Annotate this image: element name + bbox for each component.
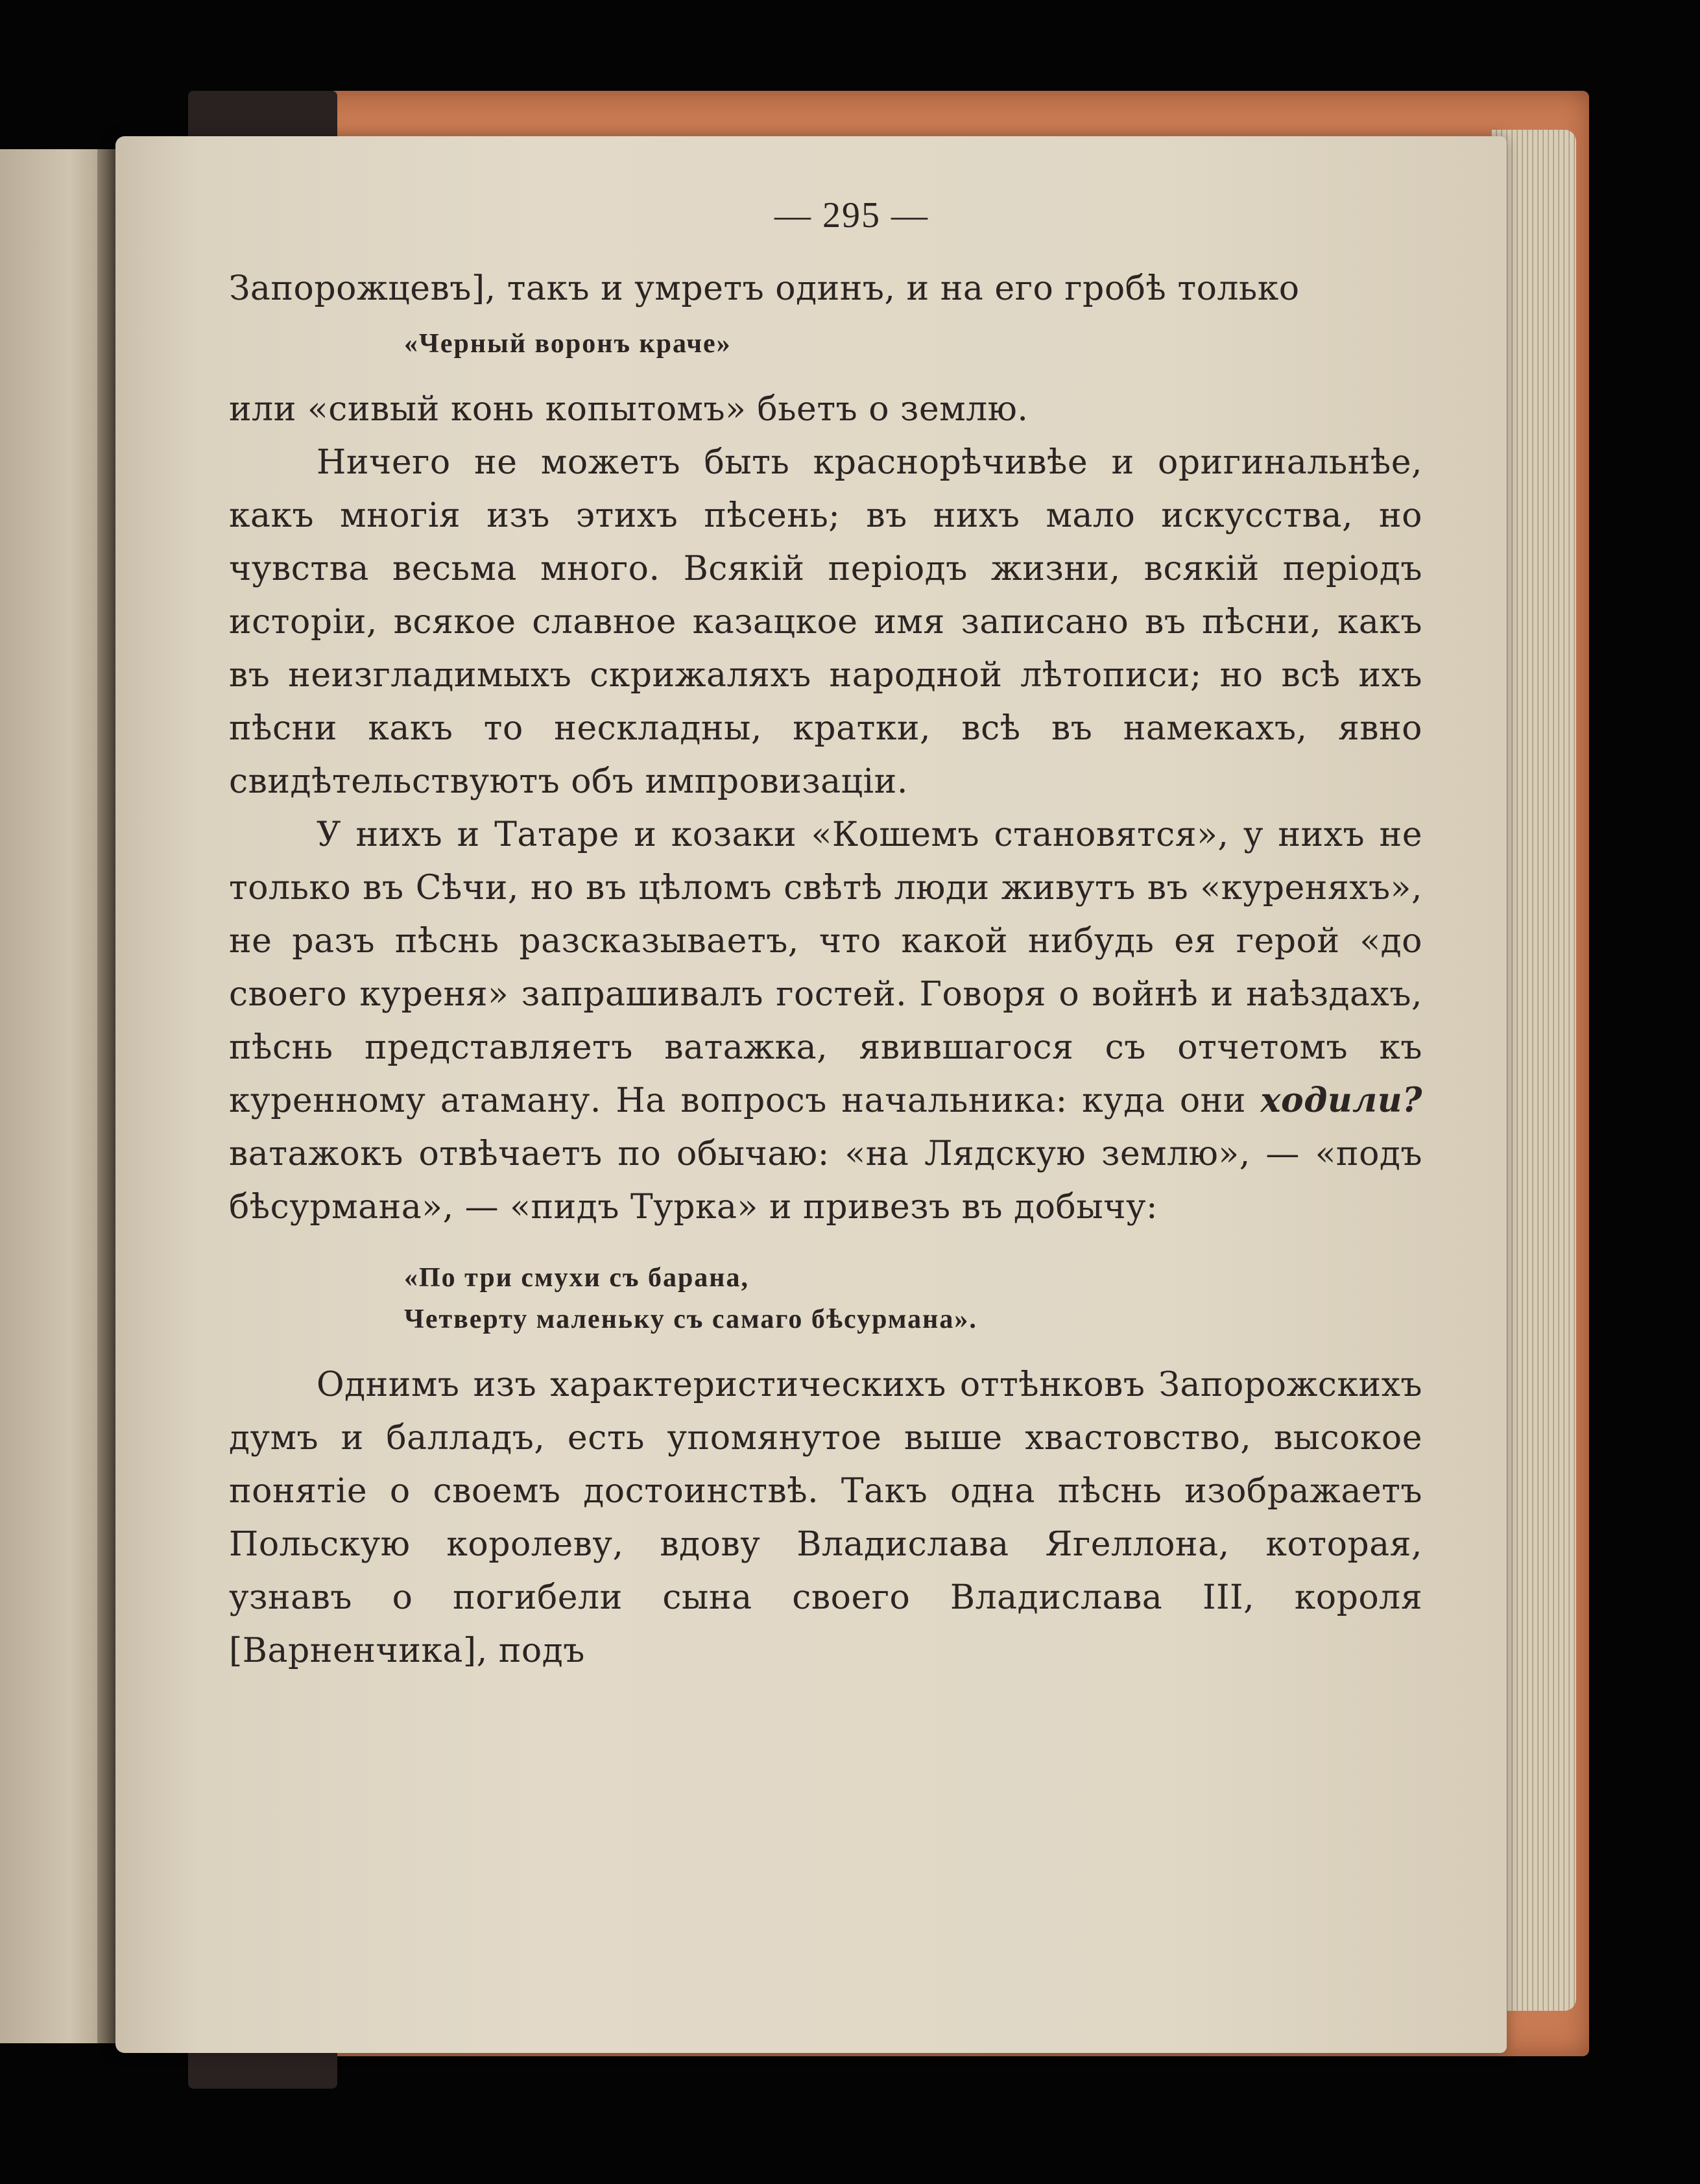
paragraph-1: Запорожцевъ], такъ и умретъ одинъ, и на его гробѣ только (229, 269, 1300, 308)
paragraph-4-italic: ходили? (1260, 1081, 1423, 1120)
paragraph-4-start: У нихъ и Татаре и козаки «Кошемъ становятся», у нихъ не только въ Сѣчи, но въ цѣломъ свѣтѣ люди живутъ въ «куреняхъ», не разъ пѣснь разсказываетъ, что какой нибудь ея герой «до своего куреня» запрашивалъ гостей. Говоря о войнѣ и наѣздахъ, пѣснь представляетъ ватажка, явившагося съ отчетомъ къ куренному атаману. На вопросъ начальника: куда они (229, 815, 1422, 1120)
verse-2-line-1: «По три смухи съ барана, (404, 1263, 750, 1293)
verse-quote-1: «Черный воронъ краче» (404, 329, 732, 359)
paragraph-4 (229, 808, 1422, 1234)
paragraph-4-end: ватажокъ отвѣчаетъ по обычаю: «на Лядскую землю», — «подъ бѣсурмана», — «пидъ Турка» и привезъ въ добычу: (229, 1134, 1422, 1227)
paragraph-5: Однимъ изъ характеристическихъ оттѣнковъ Запорожскихъ думъ и балладъ, есть упомянутое выше хвастовство, высокое понятіе о своемъ достоинствѣ. Такъ одна пѣснь изображаетъ Польскую королеву, вдову Владислава Ягеллона, которая, узнавъ о погибели сына своего Владислава III, короля [Варненчика], подъ (229, 1365, 1422, 1670)
page-number: — 295 — (774, 195, 929, 235)
verse-2-line-2: Четверту маленьку съ самаго бѣсурмана». (404, 1304, 977, 1334)
page-text-block (229, 195, 1422, 1677)
verse-quote-2 (229, 1257, 1422, 1340)
book-page (115, 136, 1507, 2053)
paragraph-3: Ничего не можетъ быть краснорѣчивѣе и оригинальнѣе, какъ многія изъ этихъ пѣсень; въ нихъ мало искусства, но чувства весьма много. Всякій періодъ жизни, всякій періодъ исторіи, всякое славное казацкое имя записано въ пѣсни, какъ въ неизгладимыхъ скрижаляхъ народной лѣтописи; но всѣ ихъ пѣсни какъ то нескладны, кратки, всѣ въ намекахъ, явно свидѣтельствуютъ объ импровизаціи. (229, 443, 1422, 801)
paragraph-2: или «сивый конь копытомъ» бьетъ о землю. (229, 390, 1029, 429)
